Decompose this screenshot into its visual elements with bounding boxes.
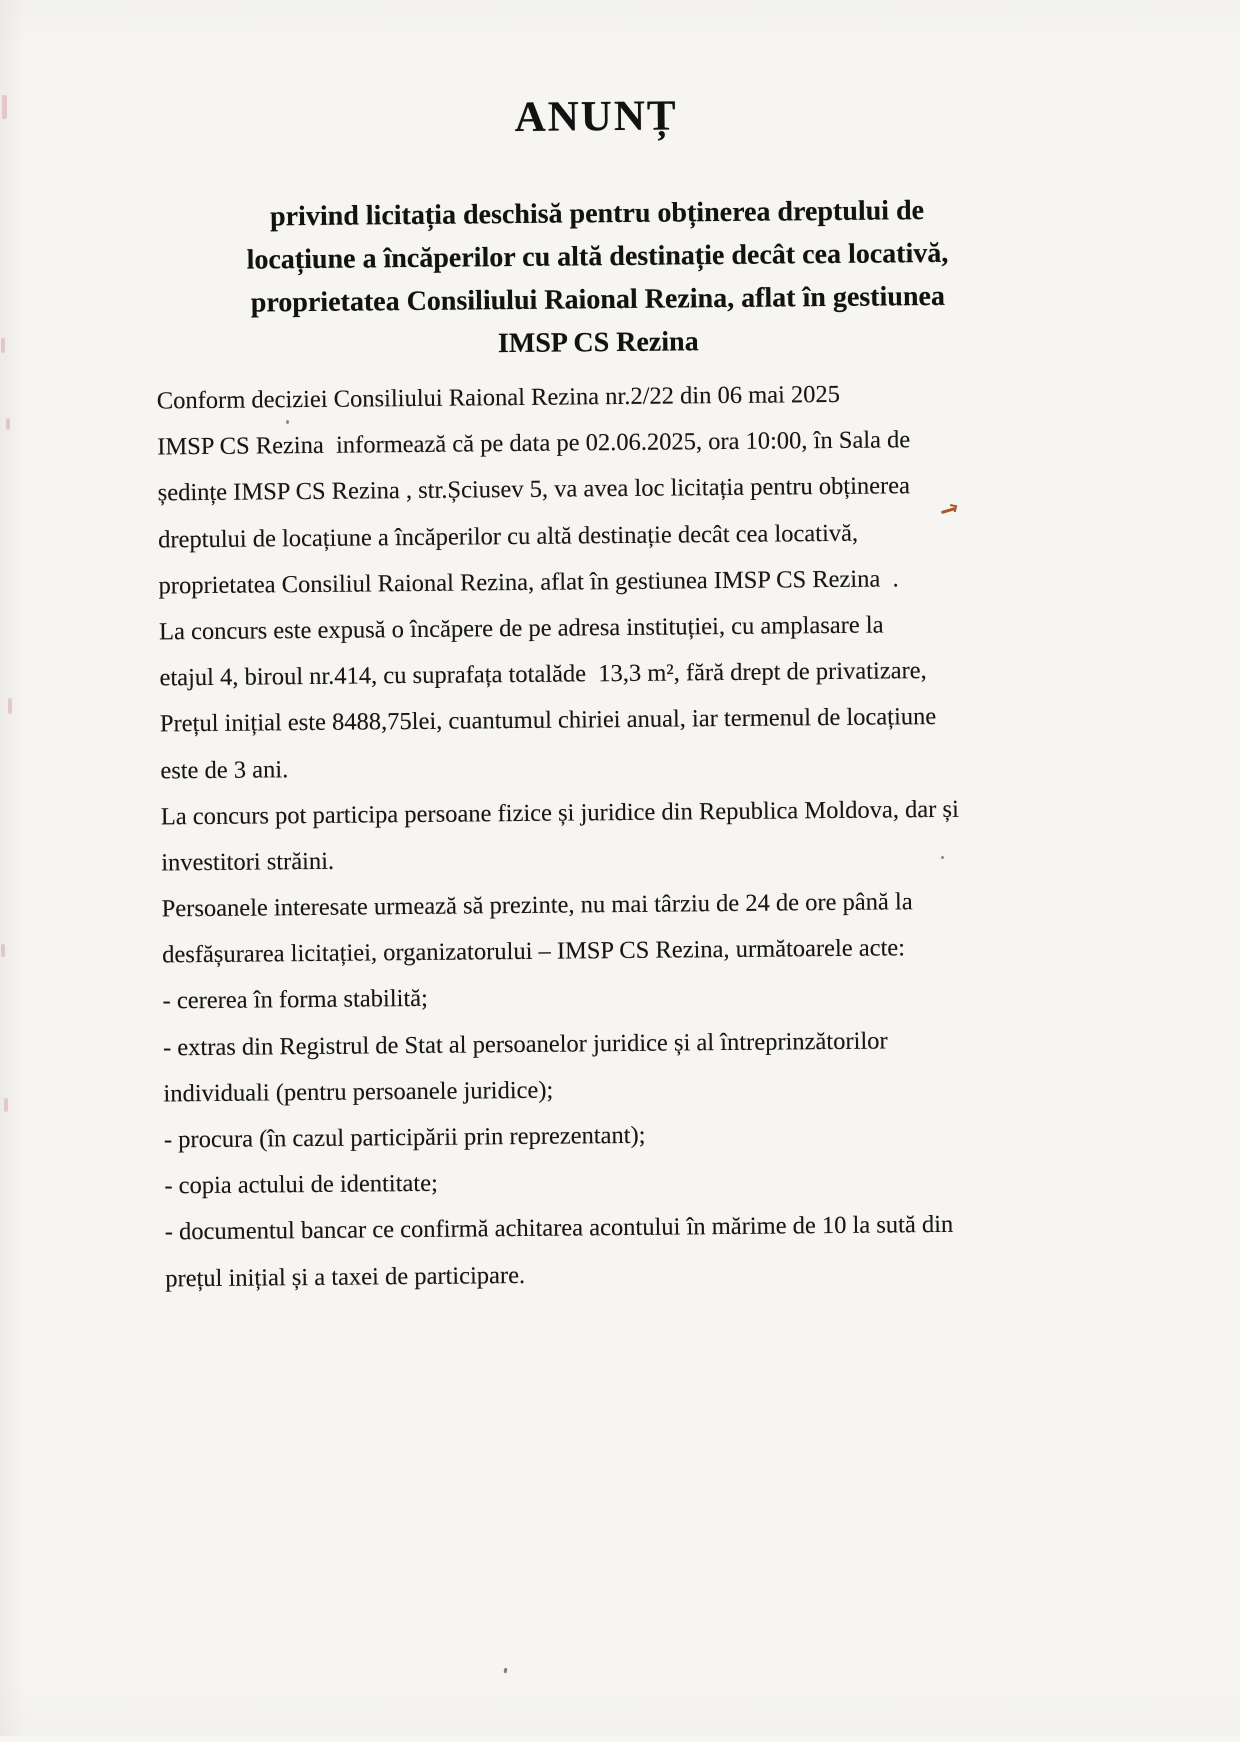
subtitle-line: proprietatea Consiliului Raional Rezina, aflat în gestiunea: [250, 280, 946, 319]
document-line: Prețul inițial este 8488,75lei, cuantumul chiriei anual, iar termenul de locațiune: [159, 703, 937, 738]
subtitle-line: IMSP CS Rezina: [497, 326, 699, 360]
document-body: [157, 369, 1166, 1302]
subtitle-line: privind licitația deschisă pentru obținerea dreptului de: [269, 195, 925, 233]
document-line: - extras din Registrul de Stat al persoanelor juridice și al întreprinzătorilor: [162, 1027, 888, 1062]
document-line: - cererea în forma stabilită;: [162, 985, 428, 1015]
document-line: La concurs este expusă o încăpere de pe adresa instituției, cu amplasare la: [158, 611, 884, 646]
document-line: ședințe IMSP CS Rezina , str.Șciusev 5, va avea loc licitația pentru obținerea: [157, 472, 911, 507]
document-line: desfășurarea licitației, organizatorului – IMSP CS Rezina, următoarele acte:: [162, 934, 906, 969]
document-line: Conform deciziei Consiliului Raional Rezina nr.2/22 din 06 mai 2025: [156, 380, 841, 415]
document-line: - procura (în cazul participării prin reprezentant);: [163, 1121, 646, 1154]
document-line: IMSP CS Rezina informează că pe data pe 02.06.2025, ora 10:00, în Sala de: [157, 426, 911, 461]
document-subtitle: [127, 188, 1069, 369]
subtitle-line: locațiune a încăperilor cu altă destinație decât cea locativă,: [246, 237, 949, 276]
document-line: prețul inițial și a taxei de participare.: [165, 1261, 526, 1292]
document-line: investitori străini.: [161, 847, 335, 877]
document-line: individuali (pentru persoanele juridice);: [163, 1076, 554, 1108]
document-line: La concurs pot participa persoane fizice și juridice din Republica Moldova, dar și: [160, 795, 959, 831]
document-title: ANUNȚ: [514, 92, 678, 141]
document-line: dreptului de locațiune a încăperilor cu altă destinație decât cea locativă,: [158, 519, 859, 553]
document-line: Persoanele interesate urmează să prezinte, nu mai târziu de 24 de ore până la: [161, 888, 913, 923]
document-line: proprietatea Consiliul Raional Rezina, aflat în gestiunea IMSP CS Rezina .: [158, 565, 899, 600]
document-line: - copia actului de identitate;: [164, 1169, 438, 1200]
document-line: - documentul bancar ce confirmă achitarea acontului în mărime de 10 la sută din: [164, 1211, 954, 1246]
document-line: este de 3 ani.: [160, 755, 289, 784]
document-line: etajul 4, biroul nr.414, cu suprafața totalăde 13,3 m², fără drept de privatizare,: [159, 657, 927, 692]
